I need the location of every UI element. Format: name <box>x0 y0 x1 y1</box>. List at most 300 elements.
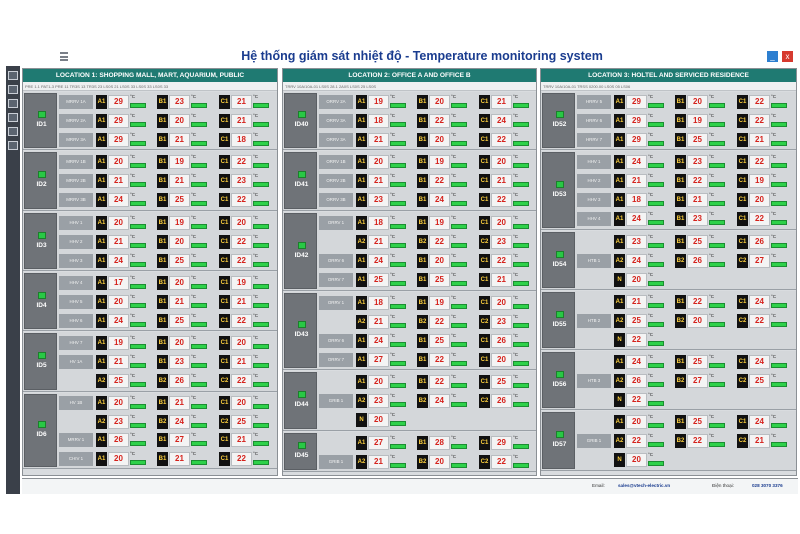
temperature-value: 19 <box>108 336 129 350</box>
status-bar <box>648 401 664 406</box>
unit-label: °C <box>130 451 136 456</box>
device-id: ID43 <box>294 331 309 338</box>
sensor-tag: C2 <box>479 235 490 249</box>
device-id-box[interactable] <box>24 152 57 209</box>
status-bar <box>513 383 529 388</box>
temperature-value: 21 <box>491 174 512 188</box>
status-bar <box>390 421 406 426</box>
unit-label: °C <box>390 272 396 277</box>
sensor-tag: N <box>614 453 625 467</box>
unit-label: °C <box>130 294 136 299</box>
sensor-tag: C1 <box>737 95 748 109</box>
sensor-group <box>23 212 277 271</box>
temperature-value: 22 <box>429 235 450 249</box>
monitor-icon[interactable] <box>8 71 18 80</box>
status-led-icon <box>298 111 306 118</box>
temperature-cell[interactable] <box>614 452 688 468</box>
temperature-cell[interactable] <box>737 211 800 227</box>
unit-label: °C <box>253 373 259 378</box>
unit-label: °C <box>451 154 457 159</box>
status-bar <box>130 344 146 349</box>
status-bar <box>513 122 529 127</box>
device-id-box[interactable] <box>542 352 575 408</box>
temperature-value: 18 <box>231 133 252 147</box>
unit-label: °C <box>451 393 457 398</box>
temperature-cell[interactable] <box>614 332 688 348</box>
status-bar <box>191 344 207 349</box>
status-bar <box>130 284 146 289</box>
unit-label: °C <box>513 113 519 118</box>
temperature-cell[interactable] <box>614 392 688 408</box>
sensor-row <box>319 453 536 471</box>
room-label: ORRV 2A <box>319 95 353 109</box>
temperature-value: 23 <box>169 355 190 369</box>
sensor-tag: A1 <box>96 114 107 128</box>
temperature-cell[interactable] <box>737 433 800 449</box>
sensor-tag: A1 <box>356 133 367 147</box>
unit-label: °C <box>771 253 777 258</box>
status-bar <box>451 402 467 407</box>
sensor-tag: B2 <box>157 374 168 388</box>
room-label: HHV 4 <box>59 276 93 290</box>
temperature-cell[interactable] <box>737 313 800 329</box>
unit-label: °C <box>130 94 136 99</box>
sensor-row <box>577 210 796 228</box>
sensor-tag: C1 <box>219 433 230 447</box>
unit-label: °C <box>513 352 519 357</box>
temperature-cell[interactable] <box>737 294 800 310</box>
status-bar <box>451 444 467 449</box>
sensor-group <box>23 393 277 469</box>
device-id-box[interactable] <box>284 152 317 209</box>
temperature-value: 24 <box>429 394 450 408</box>
room-label: HV 1B <box>59 396 93 410</box>
temperature-value: 18 <box>368 296 389 310</box>
unit-label: °C <box>390 295 396 300</box>
status-bar <box>130 460 146 465</box>
status-bar <box>253 363 269 368</box>
unit-label: °C <box>451 435 457 440</box>
unit-label: °C <box>451 272 457 277</box>
temperature-cell[interactable] <box>737 154 800 170</box>
unit-label: °C <box>709 433 715 438</box>
temperature-value: 19 <box>169 155 190 169</box>
sensor-tag: C1 <box>219 276 230 290</box>
temperature-value: 21 <box>108 235 129 249</box>
temperature-value: 24 <box>626 212 647 226</box>
device-id-box[interactable] <box>24 93 57 148</box>
email-link[interactable]: sales@vtech-electric.vn <box>618 483 671 488</box>
room-label: HTB 3 <box>577 374 611 388</box>
unit-label: °C <box>709 313 715 318</box>
device-id-box[interactable] <box>284 433 317 470</box>
status-bar <box>191 182 207 187</box>
temperature-value: 22 <box>491 133 512 147</box>
temperature-value: 22 <box>231 374 252 388</box>
temperature-value: 25 <box>687 235 708 249</box>
location-title: LOCATION 2: OFFICE A AND OFFICE B <box>283 69 536 82</box>
temperature-value: 26 <box>491 334 512 348</box>
status-bar <box>191 141 207 146</box>
sensor-tag: B1 <box>417 193 428 207</box>
status-bar <box>253 404 269 409</box>
status-bar <box>390 163 406 168</box>
sensor-tag: B1 <box>417 375 428 389</box>
location-subheader: PRE 1.1 PAT1-3 PRE 11 TR3S 13 TR3S 23 LS0S 21 LS0S 33 LS0S 33 LS0S 33 <box>23 82 277 91</box>
unit-label: °C <box>390 352 396 357</box>
temperature-value: 22 <box>626 434 647 448</box>
status-bar <box>513 201 529 206</box>
room-label: GRIB 1 <box>319 455 353 469</box>
sensor-tag: B1 <box>157 276 168 290</box>
temperature-value: 23 <box>108 415 129 429</box>
sensor-tag: A1 <box>614 133 625 147</box>
temperature-value: 20 <box>491 216 512 230</box>
status-bar <box>191 122 207 127</box>
report-icon[interactable] <box>8 99 18 108</box>
save-icon[interactable] <box>8 85 18 94</box>
unit-label: °C <box>390 435 396 440</box>
status-bar <box>709 363 725 368</box>
status-bar <box>451 243 467 248</box>
location-panel-1 <box>22 68 278 476</box>
sensor-group <box>541 92 796 150</box>
status-bar <box>648 303 664 308</box>
device-id-box[interactable] <box>24 213 57 269</box>
status-bar <box>451 323 467 328</box>
room-label: HHV 3 <box>577 193 611 207</box>
sensor-tag: A1 <box>356 95 367 109</box>
temperature-value: 22 <box>429 375 450 389</box>
temperature-value: 22 <box>687 434 708 448</box>
status-bar <box>253 122 269 127</box>
temperature-value: 27 <box>169 433 190 447</box>
temperature-value: 27 <box>687 374 708 388</box>
room-label: HRRV 6 <box>577 114 611 128</box>
close-button[interactable]: x <box>782 51 793 62</box>
temperature-value: 21 <box>169 295 190 309</box>
sensor-row <box>319 373 536 391</box>
device-id-box[interactable] <box>542 152 575 228</box>
unit-label: °C <box>513 374 519 379</box>
temperature-value: 29 <box>108 133 129 147</box>
temperature-cell[interactable] <box>737 253 800 269</box>
temperature-value: 20 <box>169 276 190 290</box>
temperature-value: 23 <box>626 235 647 249</box>
temperature-value: 20 <box>429 455 450 469</box>
temperature-value: 25 <box>749 374 770 388</box>
status-bar <box>709 103 725 108</box>
sensor-tag: A2 <box>356 394 367 408</box>
sensor-tag: C1 <box>737 235 748 249</box>
temperature-value: 21 <box>749 133 770 147</box>
device-id-box[interactable] <box>24 333 57 390</box>
status-bar <box>390 444 406 449</box>
sensor-tag: B1 <box>157 295 168 309</box>
unit-label: °C <box>390 374 396 379</box>
temperature-value: 20 <box>231 336 252 350</box>
device-id-box[interactable] <box>284 93 317 148</box>
unit-label: °C <box>451 333 457 338</box>
sensor-tag: B1 <box>417 334 428 348</box>
unit-label: °C <box>390 333 396 338</box>
unit-label: °C <box>253 432 259 437</box>
temperature-value: 25 <box>687 415 708 429</box>
unit-label: °C <box>191 451 197 456</box>
status-bar <box>130 182 146 187</box>
sensor-group <box>541 351 796 410</box>
sensor-tag: C1 <box>737 174 748 188</box>
room-label: MRRV 3B <box>59 193 93 207</box>
temperature-value: 24 <box>108 193 129 207</box>
sensor-group <box>283 92 536 150</box>
unit-label: °C <box>709 373 715 378</box>
device-id-box[interactable] <box>284 213 317 289</box>
status-bar <box>390 402 406 407</box>
sensor-tag: A1 <box>96 254 107 268</box>
sensor-tag: A2 <box>614 374 625 388</box>
temperature-value: 20 <box>491 296 512 310</box>
device-id-box[interactable] <box>24 273 57 329</box>
sensor-row <box>319 434 536 452</box>
sensor-tag: C1 <box>479 133 490 147</box>
temperature-value: 20 <box>749 193 770 207</box>
unit-label: °C <box>451 215 457 220</box>
status-bar <box>648 182 664 187</box>
app-title: Hệ thống giám sát nhiệt độ - Temperature monitoring system <box>241 49 603 63</box>
temperature-value: 22 <box>231 314 252 328</box>
temperature-value: 20 <box>108 295 129 309</box>
unit-label: °C <box>451 113 457 118</box>
unit-label: °C <box>390 253 396 258</box>
temperature-cell[interactable] <box>356 412 430 428</box>
sensor-tag: B1 <box>675 174 686 188</box>
unit-label: °C <box>253 275 259 280</box>
status-bar <box>648 220 664 225</box>
sensor-tag: A2 <box>356 455 367 469</box>
temperature-value: 25 <box>687 355 708 369</box>
device-id: ID40 <box>294 121 309 128</box>
room-label: CHIV 1 <box>59 452 93 466</box>
room-label: ORRV 7 <box>319 353 353 367</box>
unit-label: °C <box>130 275 136 280</box>
sensor-row <box>577 293 796 311</box>
sensor-tag: A2 <box>356 235 367 249</box>
status-bar <box>451 342 467 347</box>
temperature-value: 26 <box>626 374 647 388</box>
sensor-tag: C1 <box>219 314 230 328</box>
unit-label: °C <box>771 173 777 178</box>
status-bar <box>191 363 207 368</box>
sensor-tag: B1 <box>417 133 428 147</box>
status-bar <box>191 404 207 409</box>
temperature-value: 20 <box>626 453 647 467</box>
sensor-row <box>319 392 536 410</box>
settings-icon[interactable] <box>8 127 18 136</box>
unit-label: °C <box>513 132 519 137</box>
temperature-value: 18 <box>368 216 389 230</box>
temperature-value: 20 <box>368 413 389 427</box>
status-bar <box>451 262 467 267</box>
sensor-tag: B1 <box>157 155 168 169</box>
unit-label: °C <box>191 132 197 137</box>
temperature-value: 23 <box>687 155 708 169</box>
sensor-tag: A1 <box>96 235 107 249</box>
temperature-value: 29 <box>626 114 647 128</box>
status-bar <box>390 103 406 108</box>
temperature-value: 23 <box>368 193 389 207</box>
temperature-cell[interactable] <box>737 132 800 148</box>
temperature-value: 24 <box>626 254 647 268</box>
sensor-row <box>577 391 796 409</box>
temperature-value: 21 <box>231 114 252 128</box>
device-id-box[interactable] <box>24 394 57 467</box>
temperature-value: 22 <box>687 174 708 188</box>
status-led-icon <box>556 181 564 188</box>
temperature-value: 22 <box>749 155 770 169</box>
sensor-row <box>319 313 536 331</box>
sensor-group <box>283 212 536 291</box>
room-label: ORRV 1 <box>319 216 353 230</box>
sensor-tag: B1 <box>157 452 168 466</box>
status-bar <box>451 201 467 206</box>
sensor-tag: C1 <box>737 193 748 207</box>
sensor-tag: C2 <box>219 374 230 388</box>
document-icon[interactable] <box>8 113 18 122</box>
temperature-value: 21 <box>626 174 647 188</box>
sensor-tag: C1 <box>737 133 748 147</box>
temperature-value: 25 <box>108 374 129 388</box>
status-bar <box>253 423 269 428</box>
unit-label: °C <box>648 113 654 118</box>
temperature-value: 26 <box>491 394 512 408</box>
temperature-cell[interactable] <box>737 94 800 110</box>
temperature-cell[interactable] <box>737 373 800 389</box>
status-bar <box>451 281 467 286</box>
device-id-box[interactable] <box>284 372 317 429</box>
room-label: MRRV 1A <box>59 95 93 109</box>
unit-label: °C <box>648 272 654 277</box>
status-bar <box>451 122 467 127</box>
room-label: HV 1A <box>59 355 93 369</box>
room-label: ORRV 3A <box>319 133 353 147</box>
status-bar <box>191 322 207 327</box>
room-label: HHV 7 <box>59 336 93 350</box>
status-bar <box>390 243 406 248</box>
temperature-value: 22 <box>626 333 647 347</box>
sensor-row <box>577 191 796 209</box>
sensor-row <box>577 432 796 450</box>
sensor-tag: C1 <box>219 174 230 188</box>
temperature-value: 20 <box>169 235 190 249</box>
temperature-value: 22 <box>429 174 450 188</box>
device-id-box[interactable] <box>284 293 317 368</box>
unit-label: °C <box>648 234 654 239</box>
status-led-icon <box>298 442 306 449</box>
temperature-cell[interactable] <box>737 354 800 370</box>
device-id-box[interactable] <box>542 232 575 288</box>
status-bar <box>513 262 529 267</box>
sensor-row <box>59 233 277 251</box>
temperature-cell[interactable] <box>614 272 688 288</box>
temperature-cell[interactable] <box>737 234 800 250</box>
sensor-row <box>59 131 277 149</box>
sensor-tag: A2 <box>614 254 625 268</box>
unit-label: °C <box>191 373 197 378</box>
temperature-cell[interactable] <box>737 173 800 189</box>
temperature-cell[interactable] <box>737 192 800 208</box>
status-led-icon <box>298 171 306 178</box>
sensor-tag: A1 <box>356 353 367 367</box>
sensor-group <box>23 272 277 331</box>
sensor-tag: B1 <box>417 155 428 169</box>
unit-label: °C <box>390 314 396 319</box>
sensor-tag: B1 <box>675 95 686 109</box>
sensor-tag: B2 <box>417 315 428 329</box>
sensor-tag: C1 <box>737 114 748 128</box>
sensor-row <box>577 372 796 390</box>
unit-label: °C <box>709 113 715 118</box>
temperature-cell[interactable] <box>737 414 800 430</box>
status-bar <box>513 304 529 309</box>
status-bar <box>451 182 467 187</box>
sensor-row <box>577 172 796 190</box>
device-id: ID6 <box>36 431 47 438</box>
sensor-tag: C1 <box>479 296 490 310</box>
status-led-icon <box>556 251 564 258</box>
status-led-icon <box>298 242 306 249</box>
device-id-box[interactable] <box>542 412 575 469</box>
temperature-value: 21 <box>169 396 190 410</box>
user-icon[interactable] <box>8 141 18 150</box>
sensor-group <box>283 432 536 472</box>
status-led-icon <box>556 371 564 378</box>
location-panel-3 <box>540 68 797 476</box>
unit-label: °C <box>771 154 777 159</box>
unit-label: °C <box>771 113 777 118</box>
temperature-value: 21 <box>108 355 129 369</box>
sensor-row <box>577 413 796 431</box>
sensor-tag: C1 <box>737 355 748 369</box>
temperature-cell[interactable] <box>737 113 800 129</box>
status-bar <box>130 404 146 409</box>
unit-label: °C <box>771 94 777 99</box>
sensor-tag: A1 <box>614 295 625 309</box>
temperature-value: 24 <box>429 193 450 207</box>
minimize-button[interactable]: _ <box>767 51 778 62</box>
sensor-tag: C2 <box>219 415 230 429</box>
unit-label: °C <box>191 414 197 419</box>
unit-label: °C <box>130 154 136 159</box>
sensor-row <box>59 214 277 232</box>
unit-label: °C <box>771 373 777 378</box>
temperature-value: 21 <box>231 355 252 369</box>
temperature-value: 20 <box>108 216 129 230</box>
temperature-value: 21 <box>626 295 647 309</box>
status-bar <box>130 363 146 368</box>
temperature-value: 22 <box>749 314 770 328</box>
device-id-box[interactable] <box>542 93 575 148</box>
unit-label: °C <box>451 352 457 357</box>
sensor-tag: B1 <box>675 415 686 429</box>
sensor-tag: A1 <box>356 155 367 169</box>
device-id-box[interactable] <box>542 292 575 348</box>
room-label: HHV 1 <box>577 155 611 169</box>
unit-label: °C <box>390 94 396 99</box>
unit-label: °C <box>648 154 654 159</box>
sensor-tag: B2 <box>417 394 428 408</box>
sensor-tag: B1 <box>417 95 428 109</box>
